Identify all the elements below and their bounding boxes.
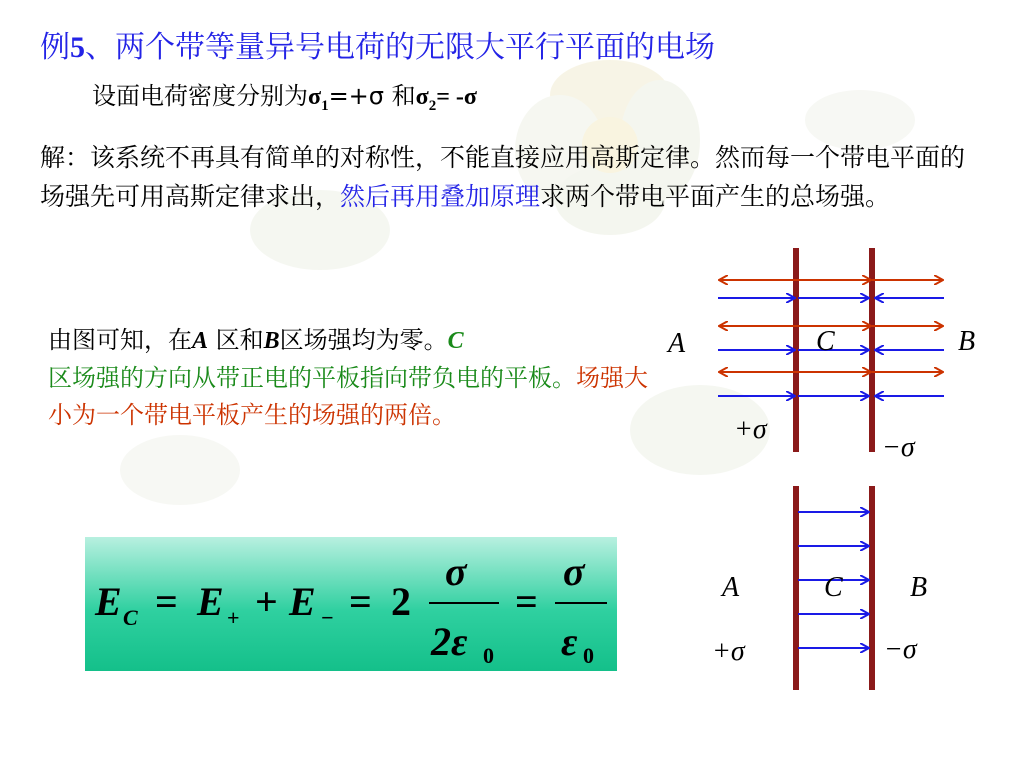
- region-c-label: C: [816, 326, 835, 357]
- field-formula-box: [85, 537, 617, 671]
- formula-ec: E: [95, 579, 122, 624]
- svg-text:−: −: [321, 605, 334, 630]
- svg-text:σ: σ: [563, 549, 585, 594]
- region-a-label: A: [722, 572, 740, 603]
- field-formula: [85, 537, 617, 671]
- svg-text:0: 0: [583, 643, 594, 668]
- positive-charge-label: +σ: [734, 414, 767, 445]
- svg-text:=: =: [155, 579, 178, 624]
- svg-text:+: +: [227, 605, 240, 630]
- positive-charge-label: +σ: [712, 636, 745, 667]
- region-b-label: B: [910, 572, 928, 603]
- svg-text:σ: σ: [445, 549, 467, 594]
- charge-density-statement: 设面电荷密度分别为$\sigma_1=+\sigma$ 和$\sigma_2= -\sigma$: [92, 82, 477, 114]
- region-a-label: A: [668, 328, 686, 359]
- page-title: 例5、两个带等量异号电荷的无限大平行平面的电场: [40, 30, 715, 65]
- svg-text:=: =: [349, 579, 372, 624]
- conclusion-paragraph: 由图可知，在A 区和B区场强均为零。C 区场强的方向从带正电的平板指向带负电的平板。场强大小为一个带电平板产生的场强的两倍。: [48, 326, 648, 429]
- svg-text:2ε: 2ε: [431, 619, 468, 664]
- svg-text:ε: ε: [561, 619, 578, 664]
- negative-charge-label: −σ: [882, 432, 915, 463]
- region-b-label: B: [958, 326, 976, 357]
- svg-text:+: +: [255, 579, 278, 624]
- top-field-diagram: [666, 248, 975, 463]
- bottom-field-diagram: [712, 486, 927, 690]
- field-diagrams: [668, 240, 1000, 700]
- svg-text:E: E: [289, 579, 316, 624]
- svg-text:E: E: [197, 579, 224, 624]
- solution-paragraph: 解：该系统不再具有简单的对称性，不能直接应用高斯定律。然而每一个带电平面的场强先可用高斯定律求出，然后再用叠加原理求两个带电平面产生的总场强。: [40, 143, 966, 211]
- region-c-label: C: [824, 572, 843, 603]
- svg-text:2: 2: [391, 579, 411, 624]
- svg-text:0: 0: [483, 643, 494, 668]
- svg-text:C: C: [123, 605, 138, 630]
- negative-charge-label: −σ: [884, 634, 917, 665]
- svg-text:=: =: [515, 579, 538, 624]
